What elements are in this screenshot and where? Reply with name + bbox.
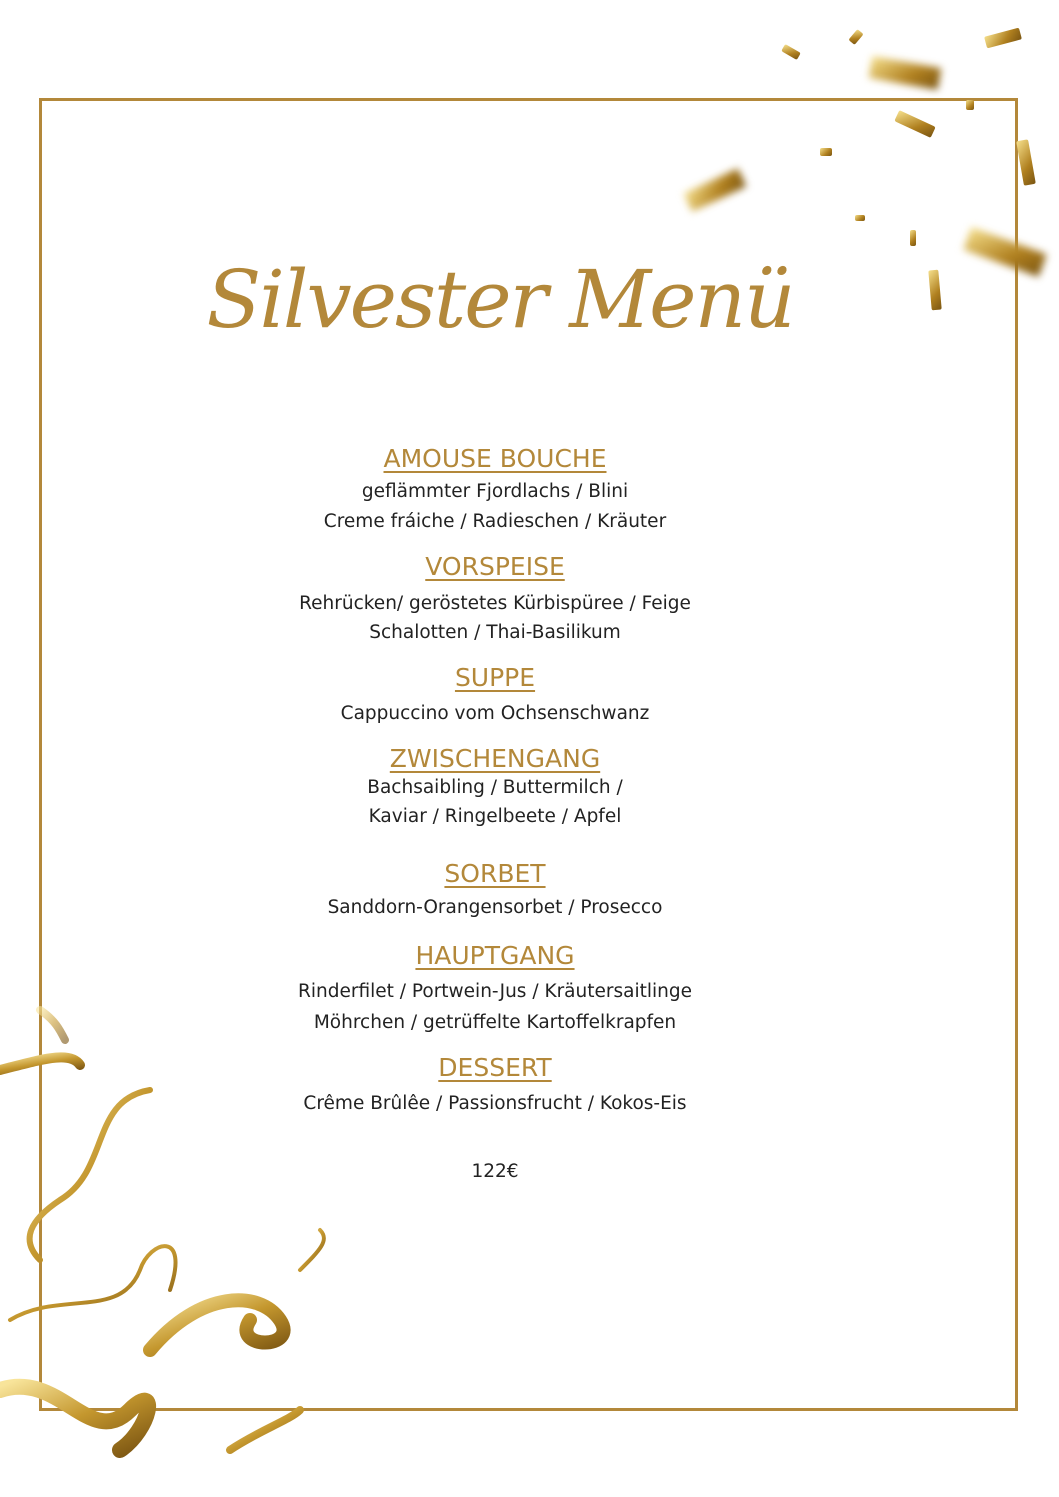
dish-line: Bachsaibling / Buttermilch /	[367, 777, 623, 798]
dish-line: Kaviar / Ringelbeete / Apfel	[368, 806, 622, 827]
dish-line: Cappuccino vom Ochsenschwanz	[340, 703, 650, 724]
dish-line: Creme fráiche / Radieschen / Kräuter	[323, 511, 667, 532]
dish-line: Crême Brûlêe / Passionsfrucht / Kokos-Eis	[303, 1093, 687, 1114]
dish-line: Sanddorn-Orangensorbet / Prosecco	[327, 897, 663, 918]
section-heading: SUPPE	[454, 663, 536, 692]
dish-line: Rehrücken/ geröstetes Kürbispüree / Feige	[299, 593, 691, 614]
menu-title: Silvester Menü	[206, 253, 794, 346]
section-heading: SORBET	[444, 859, 546, 888]
dish-line: Schalotten / Thai-Basilikum	[369, 622, 621, 643]
menu-price: 122€	[471, 1161, 519, 1182]
section-heading: VORSPEISE	[425, 552, 565, 581]
section-heading: HAUPTGANG	[415, 941, 575, 970]
section-heading: ZWISCHENGANG	[389, 744, 601, 773]
section-heading: DESSERT	[438, 1053, 552, 1082]
dish-line: Rinderfilet / Portwein-Jus / Kräutersaitlinge	[298, 981, 692, 1002]
dish-line: Möhrchen / getrüffelte Kartoffelkrapfen	[313, 1012, 677, 1033]
section-heading: AMOUSE BOUCHE	[383, 444, 607, 473]
dish-line: geflämmter Fjordlachs / Blini	[361, 481, 629, 502]
